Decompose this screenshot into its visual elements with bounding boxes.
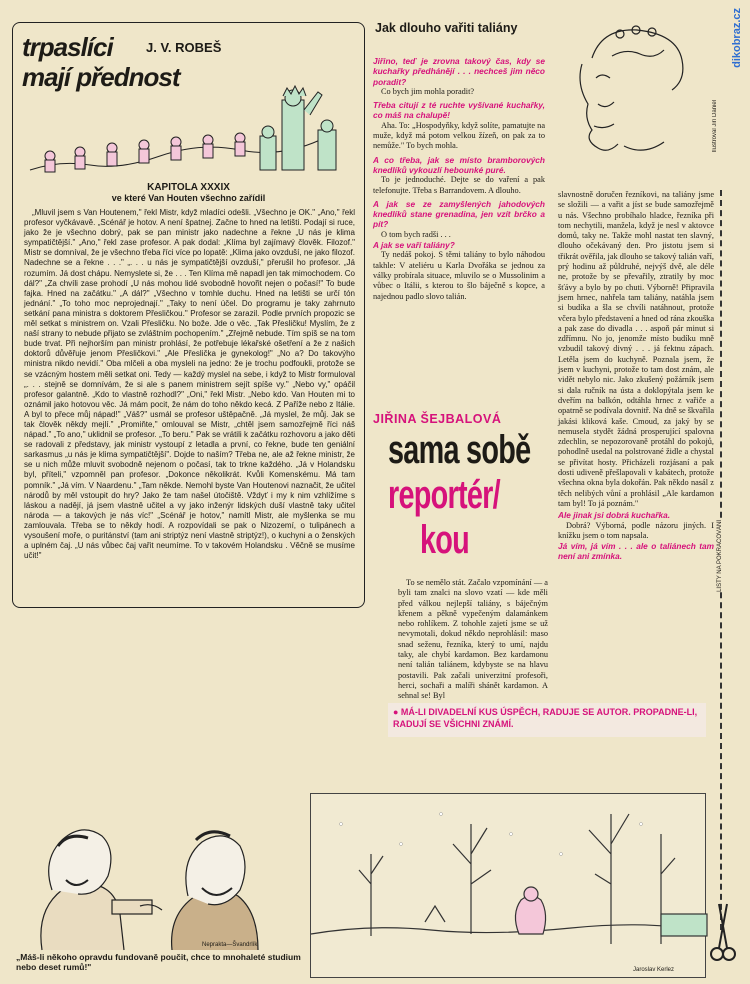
scissors-icon [708,900,738,966]
author-headline: JIŘINA ŠEJBALOVÁ [373,412,502,426]
headline-reporter: reportér/ [388,473,500,517]
cartoon-1-caption: „Máš-li někoho opravdu fundovaně poučit, chce to mnohaleté studium nebo deset rumů!" [16,952,301,972]
headline-sama-sobe: sama sobě [388,428,531,472]
title-maji-prednost: mají přednost [22,62,180,92]
interview-title: Jak dlouho vařiti taliány [375,21,518,35]
answer-2: Aha. To: „Hospodyňky, když solíte, pamatujte na muže, když má potom velkou žízeň, on pak za to nemůže." To bych mohla. [373,120,545,151]
cartoon-men-drawing [12,800,307,950]
chapter-subtitle: ve které Van Houten všechno zařídil [111,193,266,203]
answer-6: Dobrá? Výborná, podle názoru jiných. I knížku jsem o tom napsala. [558,520,714,540]
right-column [558,190,714,696]
cartoon-2-credit: Jaroslav Kerlez [633,967,675,973]
answer-3: To je jednoduché. Dejte se do vaření a pak telefonujte. Třeba s Barrandovem. A dlouho. [373,175,545,195]
center-story: To se nemělo stát. Začalo vzpomínání — a byli tam znalci na slovo vzatí — kde měli před válkou nejlepší taliány, s báječným křenem a pěkně vypečeným dalamánkem nebo rohlíkem. Z tohohle zajetí jsme se už nevymotali, dokud někdo neprohlásil: maso snad seženu, řezníka, který to umí, najdu taky, ale chybí kardamon. Bez kardamonu není talián taliánem, kdybyste se na hlavu postavili. Pak začali univerzitní profesoři, herci, sochaři a malíři shánět kardamon. A sehnal se! Byl [398,578,548,701]
continuation-label: LISTY NA POKRAČOVÁNÍ [717,520,723,592]
dwarfs-procession-illustration [20,90,360,182]
author-name: J. V. ROBEŠ [146,40,222,55]
cartoon-1 [12,800,307,976]
question-2: Třeba citují z té ruchte vyšívané kuchařky, co máš na chalupě! [373,100,545,121]
question-1: Jiřino, teď je zrovna takový čas, kdy se kuchařky předhánějí . . . nechceš jim něco poradit? [373,56,545,87]
chapter-heading: KAPITOLA XXXIX [147,182,230,193]
question-7: Já vím, já vím . . . ale o taliánech tam není ani zmínka. [558,541,714,562]
watermark: dikobraz.cz [731,8,743,68]
cartoon-1-credit: Neprakta—Švandrlík [202,942,258,948]
answer-4: O tom bych radši . . . [381,229,451,239]
title-trpaslici: trpaslíci [22,32,113,62]
headline-kou: kou [420,518,470,562]
quote-banner: ● MÁ-LI DIVADELNÍ KUS ÚSPĚCH, RADUJE SE AUTOR. PROPADNE-LI, RADUJÍ SE VŠICHNI ZNÁMÍ. [388,703,706,737]
winter-forest-drawing [311,794,707,964]
novel-text: „Mluvil jsem s Van Houtenem," řekl Mistr, když mladíci odešli. „Všechno je OK." „Ano," řekl profesor vyčkávavě. „Scénář je hotov. A není špatnej. Začne to hned na letišti. Podají si ruce, jako že je všechno dobrý, pak se pan ministr jako nadechne a řekne „U nás je klima sympatičtější." „Ano," řekl zase profesor. A pak dodal: „Klíma byl zajímavý člověk. Filozof." Mistr se domníval, že je všechno třeba říci více po lopatě: „Klima jako ovzduší, ne jako filozof. Nadechne se a řekne . . ." „. . . u nás je sympatičtější ovzduší," přerušil ho profesor. „Já rozumím. Já dost chápu. Nemyslete si, že . . . Ten Klíma mě napadl jen tak mimochodem. Co dál?" „Za chvíli zase prohodí „U nás mohou lidé svobodně hovořit nejen o počasí!" To bude fajka. Hned na začátku." „A dál?" „Všechno v tomhle duchu. Hned na letišti se určí tón jednání." „To toho moc neprojednají." „Taky to není účel. Do programu je taky zahrnuto setkání pana ministra s doktorem Přesličkou." Profesor se zarazil. Podle prvních propozic se měl setkat s ministrem on. Vzali Přesličku. No bože. Jde o věc. „Tak Přesličku! Myslím, že z naší strany to nebude přijato se zvláštním pochopením." „Zřejmě nebude. Tím spíš se na tom bude trvat. Při nejhorším pan ministr prohlásí, že potřebuje lékařské ošetření a že z našich doktorů důvěřuje jenom Přesličkovi." „Ale Přeslička je gynekolog!" „No a? Do takovýho ministra nikdo nevidí." Oba mlčeli a oba mysleli na jedno: že je trochu podfoukli, protože se se vzácným hostem měli setkat oni. Tedy — každý myslel na sebe, i když to Mistr formuloval „. . . stejně se domnívám, že si ale s panem ministrem sejít spíše vy." „Nebo vy," opáčil profesor galantně. „Kdo to vlastně rozhodl?" „Oni," řekl Mistr. „Nebo kdo. Van Houten mi to oznámil jako hotovou věc. Já mám pocit, že nám do toho někdo kecá. Z Paříže nebo z Itálie. A byl to přece můj nápad!" „Váš?" usmál se profesor uštěpačně. „Já myslel, že můj. Jak se tak člověk někdy mejlí." „Promiňte," omlouval se Mistr, „chtěl jsem samozřejmě říci náš nápad." „To ano," uklidnil se profesor. „To beru." Pak se vrátili k začátku rozhovoru a jako děti se radovali z představy, jak ministr vystoupí z letadla a první, co řekne, bude ten geniální sarkasmus „u nás je klima sympatičtější". Dojde to naším? Třeba ne, ale až řekne ministr, že se u nich může mluvit svobodně nejenom o počasí, tak to trkne každého. „Já v Holandsku byl, příteli," vzpomněl pan profesor. „Dokonce několikrát. Kvůli Komenskému. Má tam pomník." „Já vím. V Naardenu." „Tam někde. Nemohl byste Van Houtenovi naznačit, že učitel národů by měl vstoupit do hry? Jako že tam našel útočiště. Vždyť i my k nim vzhlížíme s láskou a nadějí, já jsem vlastně učitel a vy jako inženýr lidských duší vlastně taky učitel národa — a takových je nás víc!" „Scénář je hotov," namítl Mistr, ale myšlenka se mu zamlouvala. Třeba se to někdy hodí. A rozpovídali se pak o Nizozemí, o tulipánech a vysoušení moře, o puritánství (tam ani striptýz není vlastně striptýz!), o kuchyni a o ženských a uplném čaj. „U nás vůbec čaj vařit neumíme. To v takovém Holandsku . Věčně se musíme učit!" [24,208,355,561]
story-continued: slavnostně doručen řezníkovi, na taliány jsme se složili — a vařit a jíst se bude samozřejmě u nás. Všechno probíhalo hladce, řezníka při tom nechytili, manžela, když je nesl v aktovce domů, taky ne. Takže mohl nastat ten slavný, dlouho očekávaný den. Pro jistotu jsem si třikrát ověřila, jak dlouho se takový talián vaří, prý hodinu až půldruhé, nejvýš dvě, ale déle ne, protože by se převařily, ztratily by moc šťávy a bylo by po chuti. Výborně! Připravila jsem hrnec, nahřela tam taliány, natáhla jsem si budíka a šla se chvíli natáhnout, protože včera bylo představení a hned od rána zkouška a pak zase do divadla . . . aspoň pár minut si zdřímnu. No jo, jenomže místo budíku mně vzbudil takový divný . . . já fektnu zápach. Letěla jsem do kuchyně. Poznala jsem, že jsem v kuchyni, protože to tam dost znám, ale vidět nebylo nic. Jako zkušený požárník jsem si dala ručník na ústa a doklopýtala jsem ke dveřím na balkón, odtáhla hrnec z vařiče a opatrně se podívala dovnitř. Na dně se škvařila jakási kliková kaše. Cmoud, za jaký by se nemusela stydět žádná prosperující spalovna zdechlin, se nepozorovaně protáhl do pokojů, pohodlně usedal na polstrované židle a chystal se přivítat hosty. Přicházeli rozjásaní a pak dosti udiveně přešlapovali v kabátech, protože všechna okna byla dokořán. Pak někdo nasál z těch nelibých vůní a prohlásil „Ale kardamon tam byl! To já poznám." [558,190,714,508]
interview-column [373,56,545,411]
illustration-credit: Ilustroval Jiří Daniel [712,100,718,153]
answer-5: Ty nedáš pokoj. S těmi taliány to bylo náhodou takhle: V ateliéru u Karla Dvořáka se jednou za války probírala situace, mluvilo se o Mussolinim a vůbec o Itálii, s kterou to šlo báječně s kopce, a najednou padlo slovo talián. [373,250,545,301]
answer-1: Co bych jim mohla poradit? [381,86,475,96]
question-5: A jak se vaří taliány? [373,240,455,251]
cartoon-2-frame [310,793,706,978]
question-3: A co třeba, jak se místo bramborových knedlíků vykouzlí hebounké puré. [373,154,545,175]
portrait-illustration [552,18,717,188]
question-4: A jak se ze zamyšlených jahodových knedlíků stane grenadina, jen vzít brčko a pít? [373,198,545,230]
question-6: Ale jinak jsi dobrá kuchařka. [558,510,671,521]
